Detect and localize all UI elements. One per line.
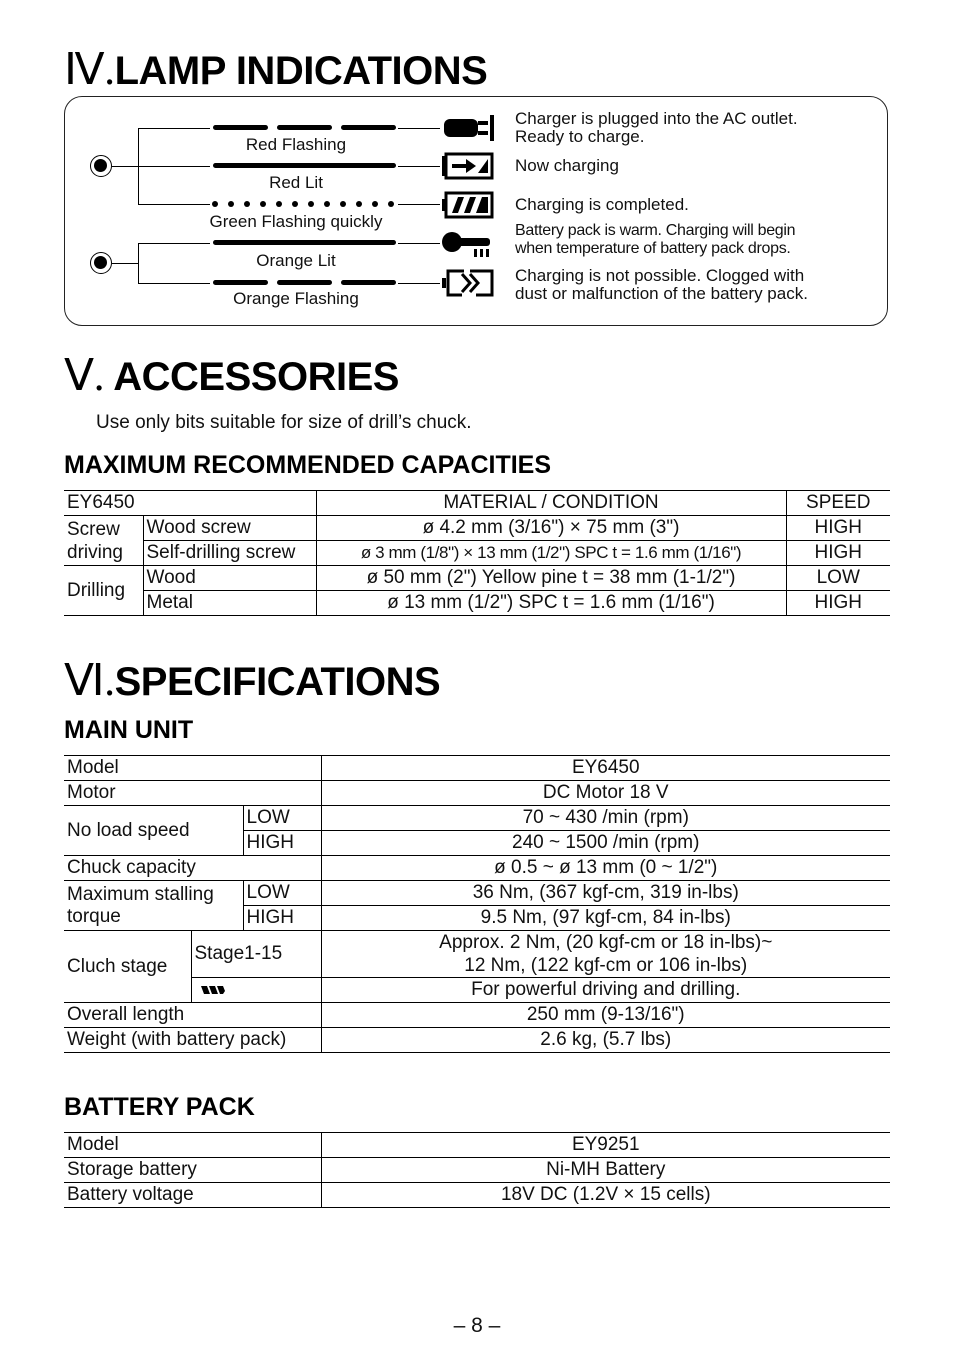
section-number: Ⅵ. [64,656,115,705]
table-cell: 70 ~ 430 /min (rpm) [321,806,890,831]
table-cell: LOW [243,881,321,906]
table-cell: DC Motor 18 V [321,781,890,806]
lamp-description: dust or malfunction of the battery pack. [515,284,808,303]
page-number: – 8 – [453,1314,501,1337]
table-cell: ø 4.2 mm (3/16") × 75 mm (3") [316,516,786,541]
connector-line [138,243,210,244]
table-cell: Motor [64,781,321,806]
table-cell: No load speed [64,806,243,856]
lamp-dash [341,280,396,285]
table-row [64,1028,890,1053]
table-cell: LOW [243,806,321,831]
lamp-label-orange-lit: Orange Lit [256,251,336,270]
table-row [64,856,890,881]
table-cell: 36 Nm, (367 kgf-cm, 319 in-lbs) [321,881,890,906]
lamp-label-red-flashing: Red Flashing [245,135,347,154]
table-cell: Wood [143,566,316,591]
connector-line [112,166,138,167]
lamp-label-green-flashing: Green Flashing quickly [209,212,383,231]
table-row [64,1158,890,1183]
table-cell: Battery voltage [64,1183,321,1208]
accessories-note: Use only bits suitable for size of drill’s chuck. [96,412,472,433]
lamp-heading [64,44,487,95]
table-cell: HIGH [786,591,890,616]
table-cell: Chuck capacity [64,856,321,881]
table-row [64,1183,890,1208]
table-cell [64,881,243,931]
table-row [64,931,890,978]
table-cell: Overall length [64,1003,321,1028]
charging-battery-icon [440,151,496,181]
table-cell: Cluch stage [64,931,191,1003]
connector-line [112,263,138,264]
table-row [64,881,890,906]
thermometer-icon [440,228,496,258]
section-title: SPECIFICATIONS [114,660,441,704]
lamp-description: Charger is plugged into the AC outlet. [515,109,798,128]
table-cell: LOW [786,566,890,591]
accessories-heading [64,350,399,401]
specifications-heading [64,655,440,706]
capacities-table [64,490,890,616]
section-title: ACCESSORIES [113,355,399,399]
connector-line [138,243,139,283]
table-cell: EY6450 [321,756,890,781]
table-cell: Model [64,756,321,781]
table-cell: Model [64,1133,321,1158]
lamp-dash [341,125,396,130]
table-row [64,566,890,591]
table-cell-line: torque [67,905,121,927]
lamp-label-red-lit: Red Lit [269,173,323,192]
lamp-indicator-icon [90,252,112,274]
table-row [64,516,890,541]
connector-line [398,243,440,244]
table-header-cell: EY6450 [64,491,316,516]
table-cell: HIGH [243,831,321,856]
table-cell [321,931,890,978]
capacities-title: MAXIMUM RECOMMENDED CAPACITIES [64,451,552,479]
table-row [64,781,890,806]
table-cell: 250 mm (9-13/16") [321,1003,890,1028]
lamp-description: when temperature of battery pack drops. [515,240,791,257]
table-row [64,1003,890,1028]
table-cell: 9.5 Nm, (97 kgf-cm, 84 in-lbs) [321,906,890,931]
section-number: Ⅳ. [64,45,115,94]
main-unit-title: MAIN UNIT [64,716,194,744]
table-cell: Stage1-15 [191,931,321,978]
table-header-cell: SPEED [786,491,890,516]
table-cell: 18V DC (1.2V × 15 cells) [321,1183,890,1208]
table-cell: Ni-MH Battery [321,1158,890,1183]
connector-line [398,128,440,129]
table-row [64,591,890,616]
main-unit-table [64,755,890,1053]
table-cell-group: Drilling [64,566,143,616]
lamp-description: Now charging [515,156,619,175]
table-cell: HIGH [786,541,890,566]
table-cell: HIGH [243,906,321,931]
table-cell: ø 13 mm (1/2") SPC t = 1.6 mm (1/16") [316,591,786,616]
lamp-dots [210,198,400,210]
lamp-dash [277,125,332,130]
table-row [64,1133,890,1158]
drill-mode-icon [201,984,225,996]
table-cell: Metal [143,591,316,616]
section-number: Ⅴ. [64,351,105,400]
connector-line [138,283,210,284]
table-row [64,756,890,781]
table-cell: ø 0.5 ~ ø 13 mm (0 ~ 1/2") [321,856,890,881]
table-cell: Wood screw [143,516,316,541]
table-row [64,491,890,516]
connector-line [138,128,210,129]
table-header-cell: MATERIAL / CONDITION [316,491,786,516]
battery-pack-title: BATTERY PACK [64,1093,255,1121]
table-cell-group: Screw driving [64,516,143,566]
lamp-indicator-icon [90,155,112,177]
connector-line [398,166,440,167]
plug-icon [440,113,496,143]
lamp-label-orange-flashing: Orange Flashing [233,289,359,308]
lamp-description: Charging is not possible. Clogged with [515,266,805,285]
lamp-dash [277,280,332,285]
table-cell: ø 50 mm (2") Yellow pine t = 38 mm (1-1/2") [316,566,786,591]
table-cell: 2.6 kg, (5.7 lbs) [321,1028,890,1053]
lamp-description: Ready to charge. [515,127,645,146]
table-cell: HIGH [786,516,890,541]
table-cell-line: Approx. 2 Nm, (20 kgf-cm or 18 in-lbs)~ [439,932,773,953]
connector-line [138,166,210,167]
connector-line [398,283,440,284]
lamp-description: Charging is completed. [515,195,689,214]
connector-line [398,204,440,205]
battery-table [64,1132,890,1208]
lamp-description: Battery pack is warm. Charging will begin [515,222,796,239]
broken-battery-icon [440,268,496,298]
table-cell: EY9251 [321,1133,890,1158]
table-row [64,806,890,831]
table-cell-line: 12 Nm, (122 kgf-cm or 106 in-lbs) [464,955,748,976]
table-cell [191,978,321,1003]
table-cell: 240 ~ 1500 /min (rpm) [321,831,890,856]
table-cell: Storage battery [64,1158,321,1183]
section-title: LAMP INDICATIONS [114,49,488,93]
full-battery-icon [440,190,496,220]
table-row [64,541,890,566]
table-cell-line: Maximum stalling [67,883,214,905]
table-cell: For powerful driving and drilling. [321,978,890,1003]
lamp-solid-line [213,240,396,245]
table-cell: Self-drilling screw [143,541,316,566]
lamp-dash [213,125,268,130]
lamp-solid-line [213,163,396,168]
table-cell: Weight (with battery pack) [64,1028,321,1053]
connector-line [138,204,210,205]
table-cell: ø 3 mm (1/8") × 13 mm (1/2") SPC t = 1.6 mm (1/16") [316,541,786,566]
lamp-dash [213,280,268,285]
